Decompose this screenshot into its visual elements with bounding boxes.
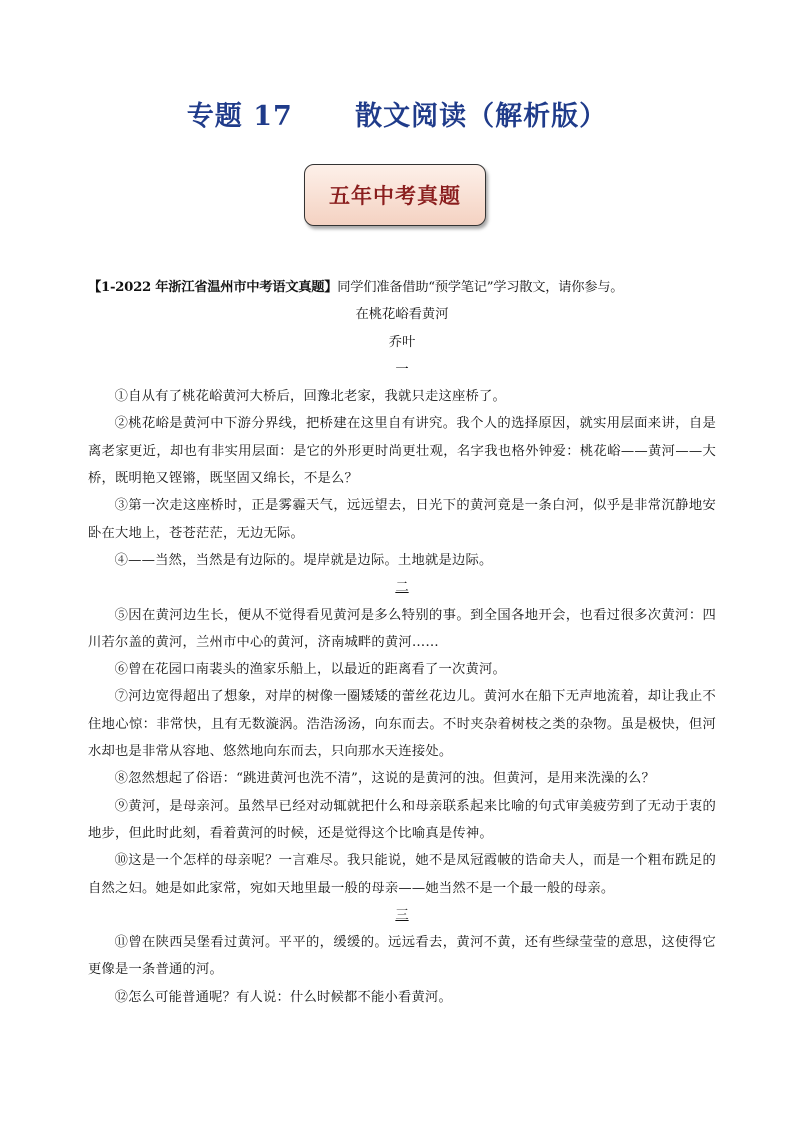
paragraph-8: ⑧忽然想起了俗语：“跳进黄河也洗不清”，这说的是黄河的浊。但黄河，是用来洗澡的么？	[114, 771, 655, 787]
article-author: 乔叶	[388, 334, 416, 350]
question-source: 【1-2022 年浙江省温州市中考语文真题】	[88, 280, 338, 295]
paragraph-11: ⑪曾在陕西吴堡看过黄河。平平的，缓缓的。远远看去，黄河不黄，还有些绿莹莹的意思，这使得它更像是一条普通的河。	[88, 935, 716, 978]
section-marker-2: 二	[395, 580, 409, 596]
paragraph-7: ⑦河边宽得超出了想象，对岸的树像一圈矮矮的蕾丝花边儿。黄河水在船下无声地流着，却让我止不住地心惊：非常快，且有无数漩涡。浩浩汤汤，向东而去。不时夹杂着树枝之类的杂物。虽是极快，但河水却也是非常从容地、悠然地向东而去，只向那水天连接处。	[88, 689, 716, 760]
section-marker-3: 三	[395, 907, 409, 923]
article-title: 在桃花峪看黄河	[355, 307, 449, 323]
paragraph-9: ⑨黄河，是母亲河。虽然早已经对动辄就把什么和母亲联系起来比喻的句式审美疲劳到了无动于衷的地步，但此时此刻，看着黄河的时候，还是觉得这个比喻真是传神。	[88, 798, 716, 841]
paragraph-10: ⑩这是一个怎样的母亲呢？一言难尽。我只能说，她不是凤冠霞帔的诰命夫人，而是一个粗布跣足的自然之妇。她是如此家常，宛如天地里最一般的母亲——她当然不是一个最一般的母亲。	[88, 853, 716, 896]
section-marker-1: 一	[395, 361, 409, 377]
document-title: 专题 17 散文阅读（解析版）	[186, 101, 608, 132]
section-badge	[304, 164, 486, 226]
paragraph-3: ③第一次走这座桥时，正是雾霾天气，远远望去，日光下的黄河竟是一条白河，似乎是非常沉静地安卧在大地上，苍苍茫茫，无边无际。	[88, 498, 716, 541]
question-instruction: 同学们准备借助“预学笔记”学习散文，请你参与。	[337, 280, 624, 295]
paragraph-1: ①自从有了桃花峪黄河大桥后，回豫北老家，我就只走这座桥了。	[114, 389, 507, 405]
paragraph-4: ④——当然，当然是有边际的。堤岸就是边际。土地就是边际。	[114, 552, 493, 568]
paragraph-12: ⑫怎么可能普通呢？有人说：什么时候都不能小看黄河。	[114, 989, 453, 1005]
paragraph-5: ⑤因在黄河边生长，便从不觉得看见黄河是多么特别的事。到全国各地开会，也看过很多次黄河：四川若尔盖的黄河，兰州市中心的黄河，济南城畔的黄河……	[88, 607, 716, 650]
paragraph-6: ⑥曾在花园口南裴头的渔家乐船上，以最近的距离看了一次黄河。	[114, 662, 507, 678]
document-body	[88, 274, 716, 1011]
paragraph-2: ②桃花峪是黄河中下游分界线，把桥建在这里自有讲究。我个人的选择原因，就实用层面来讲，自是离老家更近，却也有非实用层面：是它的外形更时尚更壮观，名字我也格外钟爱：桃花峪——黄河——大桥，既明艳又铿锵，既坚固又绵长，不是么？	[88, 416, 716, 487]
question-intro	[88, 274, 716, 301]
section-badge-label: 五年中考真题	[329, 183, 461, 208]
